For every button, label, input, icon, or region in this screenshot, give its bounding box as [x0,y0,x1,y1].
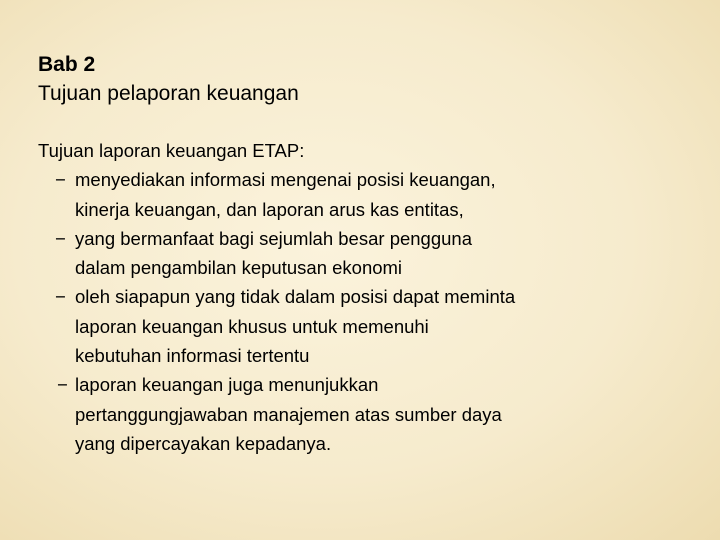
slide-title-block [38,50,678,108]
bullet-item-2 [38,224,688,283]
chapter-label: Bab 2 [38,53,96,76]
dash-marker: − [55,286,66,308]
bullet-line: laporan keuangan juga menunjukkan [75,374,379,396]
intro-text: Tujuan laporan keuangan ETAP: [38,140,305,161]
bullet-item-3 [38,282,688,370]
bullet-item-4 [38,370,688,458]
bullet-item-1 [38,165,688,224]
dash-marker: − [55,169,66,191]
bullet-line: kebutuhan informasi tertentu [75,345,310,367]
bullet-line: kinerja keuangan, dan laporan arus kas entitas, [75,198,464,220]
dash-marker: − [55,227,66,249]
bullet-list [38,165,688,458]
bullet-line: laporan keuangan khusus untuk memenuhi [75,315,429,337]
bullet-line: pertanggungjawaban manajemen atas sumber daya [75,403,502,425]
bullet-line: yang dipercayakan kepadanya. [75,432,332,454]
bullet-line: menyediakan informasi mengenai posisi keuangan, [75,169,496,191]
slide-body [38,136,688,458]
bullet-line: yang bermanfaat bagi sejumlah besar pengguna [75,227,473,249]
bullet-line: dalam pengambilan keputusan ekonomi [75,257,403,279]
dash-marker: − [57,374,68,396]
slide-title: Tujuan pelaporan keuangan [38,82,299,105]
bullet-line: oleh siapapun yang tidak dalam posisi dapat meminta [75,286,516,308]
